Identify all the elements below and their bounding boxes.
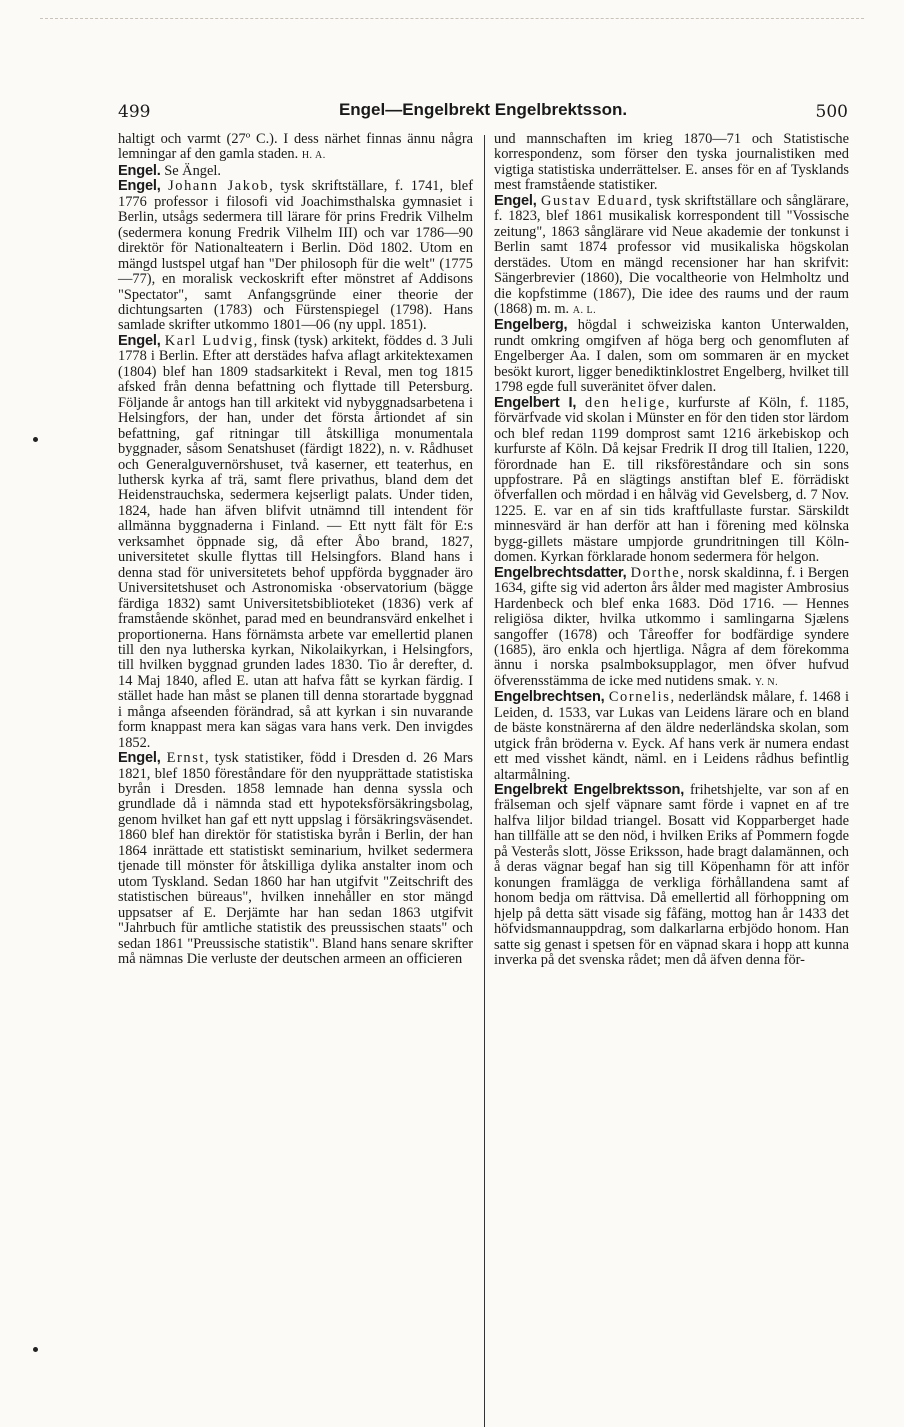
entry-body: , kurfurste af Köln, f. 1185, förvärfvade vid skolan i Münster en för den tiden stor lärdom och blef redan 1199 domprost samt 1216 ärkebiskop och kurfurste af Köln. Då kejsar Fredrik II drog till Italien, 1220, förordnade han E. till riksföreståndare och sin sons uppfostrare. På en slägtings anstiftan blef E. förrädiskt öfverfallen och mördad i en hålväg vid Gevelsberg, d. 7 Nov. 1225. E. var en af sin tids kraftfullaste furstar. Särskildt minnesvärd är han derför att han i förening med kölnska bygg-gillets mästare umpjorde grundritningen till Köln-domen. Kyrkan förklarade honom sedermera för helgon. (494, 394, 849, 566)
entry-signature: A. L. (572, 304, 597, 316)
column-divider (484, 135, 485, 1427)
margin-dot (33, 1347, 38, 1352)
entry-body: högdal i schweiziska kanton Unterwalden, rundt omkring omgifven af höga berg och genomfluten af Engelberger Aa. I dalen, som om sommaren är en mycket besökt kurort, ligger benediktinklostret Engelberg, hvilket till 1798 egde full suveränitet öfver dalen. (494, 317, 849, 396)
entry-body: , norsk skaldinna, f. i Bergen 1634, gifte sig vid aderton års ålder med magister Ambrosius Hardenbeck och blef enka 1683. Död 1716. — Hennes religiösa dikter, hvilka utkommo i samlingarna Sjælens sangoffer (1678) och Tåreoffer for bodfärdige syndere (1685), äro enkla och hjertliga. Några af dem förekomma ännu i norska psalmboksupplagor, men öfver hufvud öfverensstämma de icke med nutidens smak. (494, 564, 849, 689)
entry (494, 318, 849, 395)
entry (494, 132, 849, 194)
margin-dot (33, 437, 38, 442)
entry-headword: Engelbrechtsen, (494, 689, 605, 706)
entry (118, 179, 473, 334)
entry-name: Johann Jakob (168, 178, 270, 195)
entry (494, 194, 849, 319)
right-column (494, 132, 849, 968)
entry-body: und mannschaften im krieg 1870—71 och Statistische korrespondenz, som förser den tyska journalistiken med vigtiga statistiska underrättelser. E. anses för en af Tysklands mest framstående statistiker. (494, 131, 849, 194)
entry-signature: H. A. (301, 150, 326, 162)
entry-headword: Engel, (118, 750, 161, 767)
entry (118, 164, 473, 179)
page-header (118, 100, 848, 124)
entry-headword: Engelbert I, (494, 394, 577, 411)
top-edge-rule (40, 18, 864, 19)
entry (494, 396, 849, 566)
entry (118, 132, 473, 164)
entry-body: , tysk skriftställare, f. 1741, blef 1776 professor i filosofi vid Joachimsthalska gymnasiet i Berlin, utsågs sedermera till lärare för prins Fredrik Vilhelm (sedermera konung Fredrik Vilhelm III) och var 1786—90 direktör för Nationalteatern i Berlin. Död 1802. Utom en mängd lustspel utgaf han "Der philosoph für die welt" (1775—77), en moralisk veckoskrift efter mönstret af Addisons "Spectator", samt Anfangsgründe einer theorie der dichtungsarten (1783) och Fürstenspiegel (1798). Hans samlade skrifter utkommo 1801—06 (ny uppl. 1851). (118, 178, 473, 334)
entry-headword: Engelbrekt Engelbrektsson, (494, 782, 685, 799)
entry-signature: Y. N. (754, 676, 779, 688)
entry-headword: Engelbrechtsdatter, (494, 564, 627, 581)
entry (118, 334, 473, 751)
entry (494, 690, 849, 783)
entry-body: , tysk statistiker, född i Dresden d. 26 Mars 1821, blef 1850 föreståndare för den nyupprättade statistiska byrån i Dresden. 1858 lemnade han denna syssla och grundlade då i nämnda stad ett hypoteksförsäkringsbolag, genom hvilket han gaf ett nytt uppslag i försäkringsväsendet. 1860 blef han direktör för statistiska byrån i Berlin, der han 1864 inrättade ett statistiskt seminarium, hvilket sedermera tjenade till mönster för åtskilliga dylika anstalter inom och utom Tyskland. Sedan 1860 har han utgifvit "Zeitschrift des statistischen büreaus", hvilken innehåller en stor mängd uppsatser af E. Derjämte har han sedan 1863 utgifvit "Jahrbuch für amtliche statistik des preussischen staats" och sedan 1861 "Preussische statistik". Bland hans senare skrifter må nämnas Die verluste der deutschen armeen an officieren (118, 750, 473, 968)
entry-name: Cornelis (608, 689, 671, 706)
entry-name: den helige (585, 394, 666, 411)
entry-body: , tysk skriftställare och sånglärare, f. 1823, blef 1861 musikalisk korrespondent till "Vossische zeitung", 1863 sånglärare vid Neue akademie der tonkunst i Berlin samt 1874 professor vid musikaliska högskolan derstädes. Utom en mängd recensioner har han skrifvit: Sängerbrevier (1860), Die vocaltheorie von Helmholtz und die kopfstimme (1867), Die idee des raums und der raum (1868) m. m. (494, 192, 849, 317)
entry-headword: Engel. (118, 162, 161, 179)
entry (494, 566, 849, 691)
entry-body: , nederländsk målare, f. 1468 i Leiden, d. 1533, var Lukas van Leidens lärare och en bland de bäste konstnärerna af den äldre nederländska skolan, som utgick från bröderna v. Eyck. Af hans verk är numera endast ett med visshet kändt, näml. en i Leidens rådhus befintlig altarmålning. (494, 689, 849, 783)
left-column (118, 132, 473, 967)
entry-body: haltigt och varmt (27º C.). I dess närhet finnas ännu några lemningar af den gamla staden. (118, 131, 473, 163)
entry-name: Dorthe (630, 564, 681, 581)
entry-headword: Engelberg, (494, 317, 568, 334)
running-title: Engel—Engelbrekt Engelbrektsson. (338, 100, 628, 119)
entry-body: frihetshjelte, var son af en frälseman och sjelf väpnare samt förde i vapnet en af tre halfva liljor bildad triangel. Bosatt vid Kopparberget hade han tillfälle att se den nöd, i hvilken Eriks af Pommern fogde på Vesterås slott, Jösse Eriksson, hade bragt dalamännen, och å deras vägnar begaf han sig till Köpenhamn för att inför konungen framlägga de verkliga förhållandena samt af honom bedja om rättvisa. Då emellertid all förhoppning om hjelp på detta sätt visade sig fåfäng, mottog han år 1433 det höfvidsmannauppdrag, som dalkarlarna erbjödo honom. Han satte sig genast i spetsen för en väpnad skara i hopp att kunna inverka på det svenska rådet; men då äfven denna för- (494, 782, 849, 969)
entry-body: Se Ängel. (160, 162, 221, 179)
entry-name: Ernst (166, 750, 206, 767)
entry-headword: Engel, (118, 178, 161, 195)
page-number-right: 500 (815, 102, 848, 122)
entry (494, 783, 849, 968)
page-number-left: 499 (118, 102, 151, 122)
entry (118, 751, 473, 967)
entry-name: Karl Ludvig (164, 332, 254, 349)
entry-headword: Engel, (494, 192, 537, 209)
entry-body: , finsk (tysk) arkitekt, föddes d. 3 Juli 1778 i Berlin. Efter att derstädes hafva aflagt arkitektexamen (1804) blef han 1809 stadsarkitekt i Reval, men tog 1815 afsked från denna befattning och flyttade till Petersburg. Följande år antogs han till arkitekt vid nybyggnadsarbetena i Helsingfors, der han, under det första årtiondet af sin befattning, gaf ritningar till åtskilliga monumentala byggnader, såsom Senatshuset (färdigt 1822), n. v. Rådhuset och Generalguvernörshuset, två kaserner, ett teaterhus, en luthersk kyrka af trä, samt flere privathus, bland dem det Heidenstrauchska, sedermera kejserligt palats. Under tiden, 1824, hade han äfven blifvit utnämnd till intendent för allmänna byggnaderna i Finland. — Ett nytt fält för E:s verksamhet öppnade sig, då efter Åbo brand, 1827, universitetet skulle flyttas till Helsingfors. Bland hans i denna stad för universitetets behof uppförda byggnader äro Universitetshuset och Astronomiska ·observatorium (bägge färdiga 1832) samt Universitetsbiblioteket (1836) verk af framstående skönhet, parad med en beundransvärd enkelhet i proportionerna. Hans förnämsta arbete var emellertid planen till den nya lutherska kyrkan, Nikolaikyrkan, i Helsingfors, till hvilken byggnad grunden lades 1830. Tio år derefter, d. 14 Maj 1840, afled E. utan att hafva fått se kyrkan färdig. I stället hade han måst se planen till denna storartade byggnad i många afseenden förändrad, så att kyrkan i sin nuvarande form knappast mera kan sägas vara hans verk. Den invigdes 1852. (118, 332, 473, 751)
entry-name: Gustav Eduard (540, 192, 649, 209)
entry-headword: Engel, (118, 332, 161, 349)
